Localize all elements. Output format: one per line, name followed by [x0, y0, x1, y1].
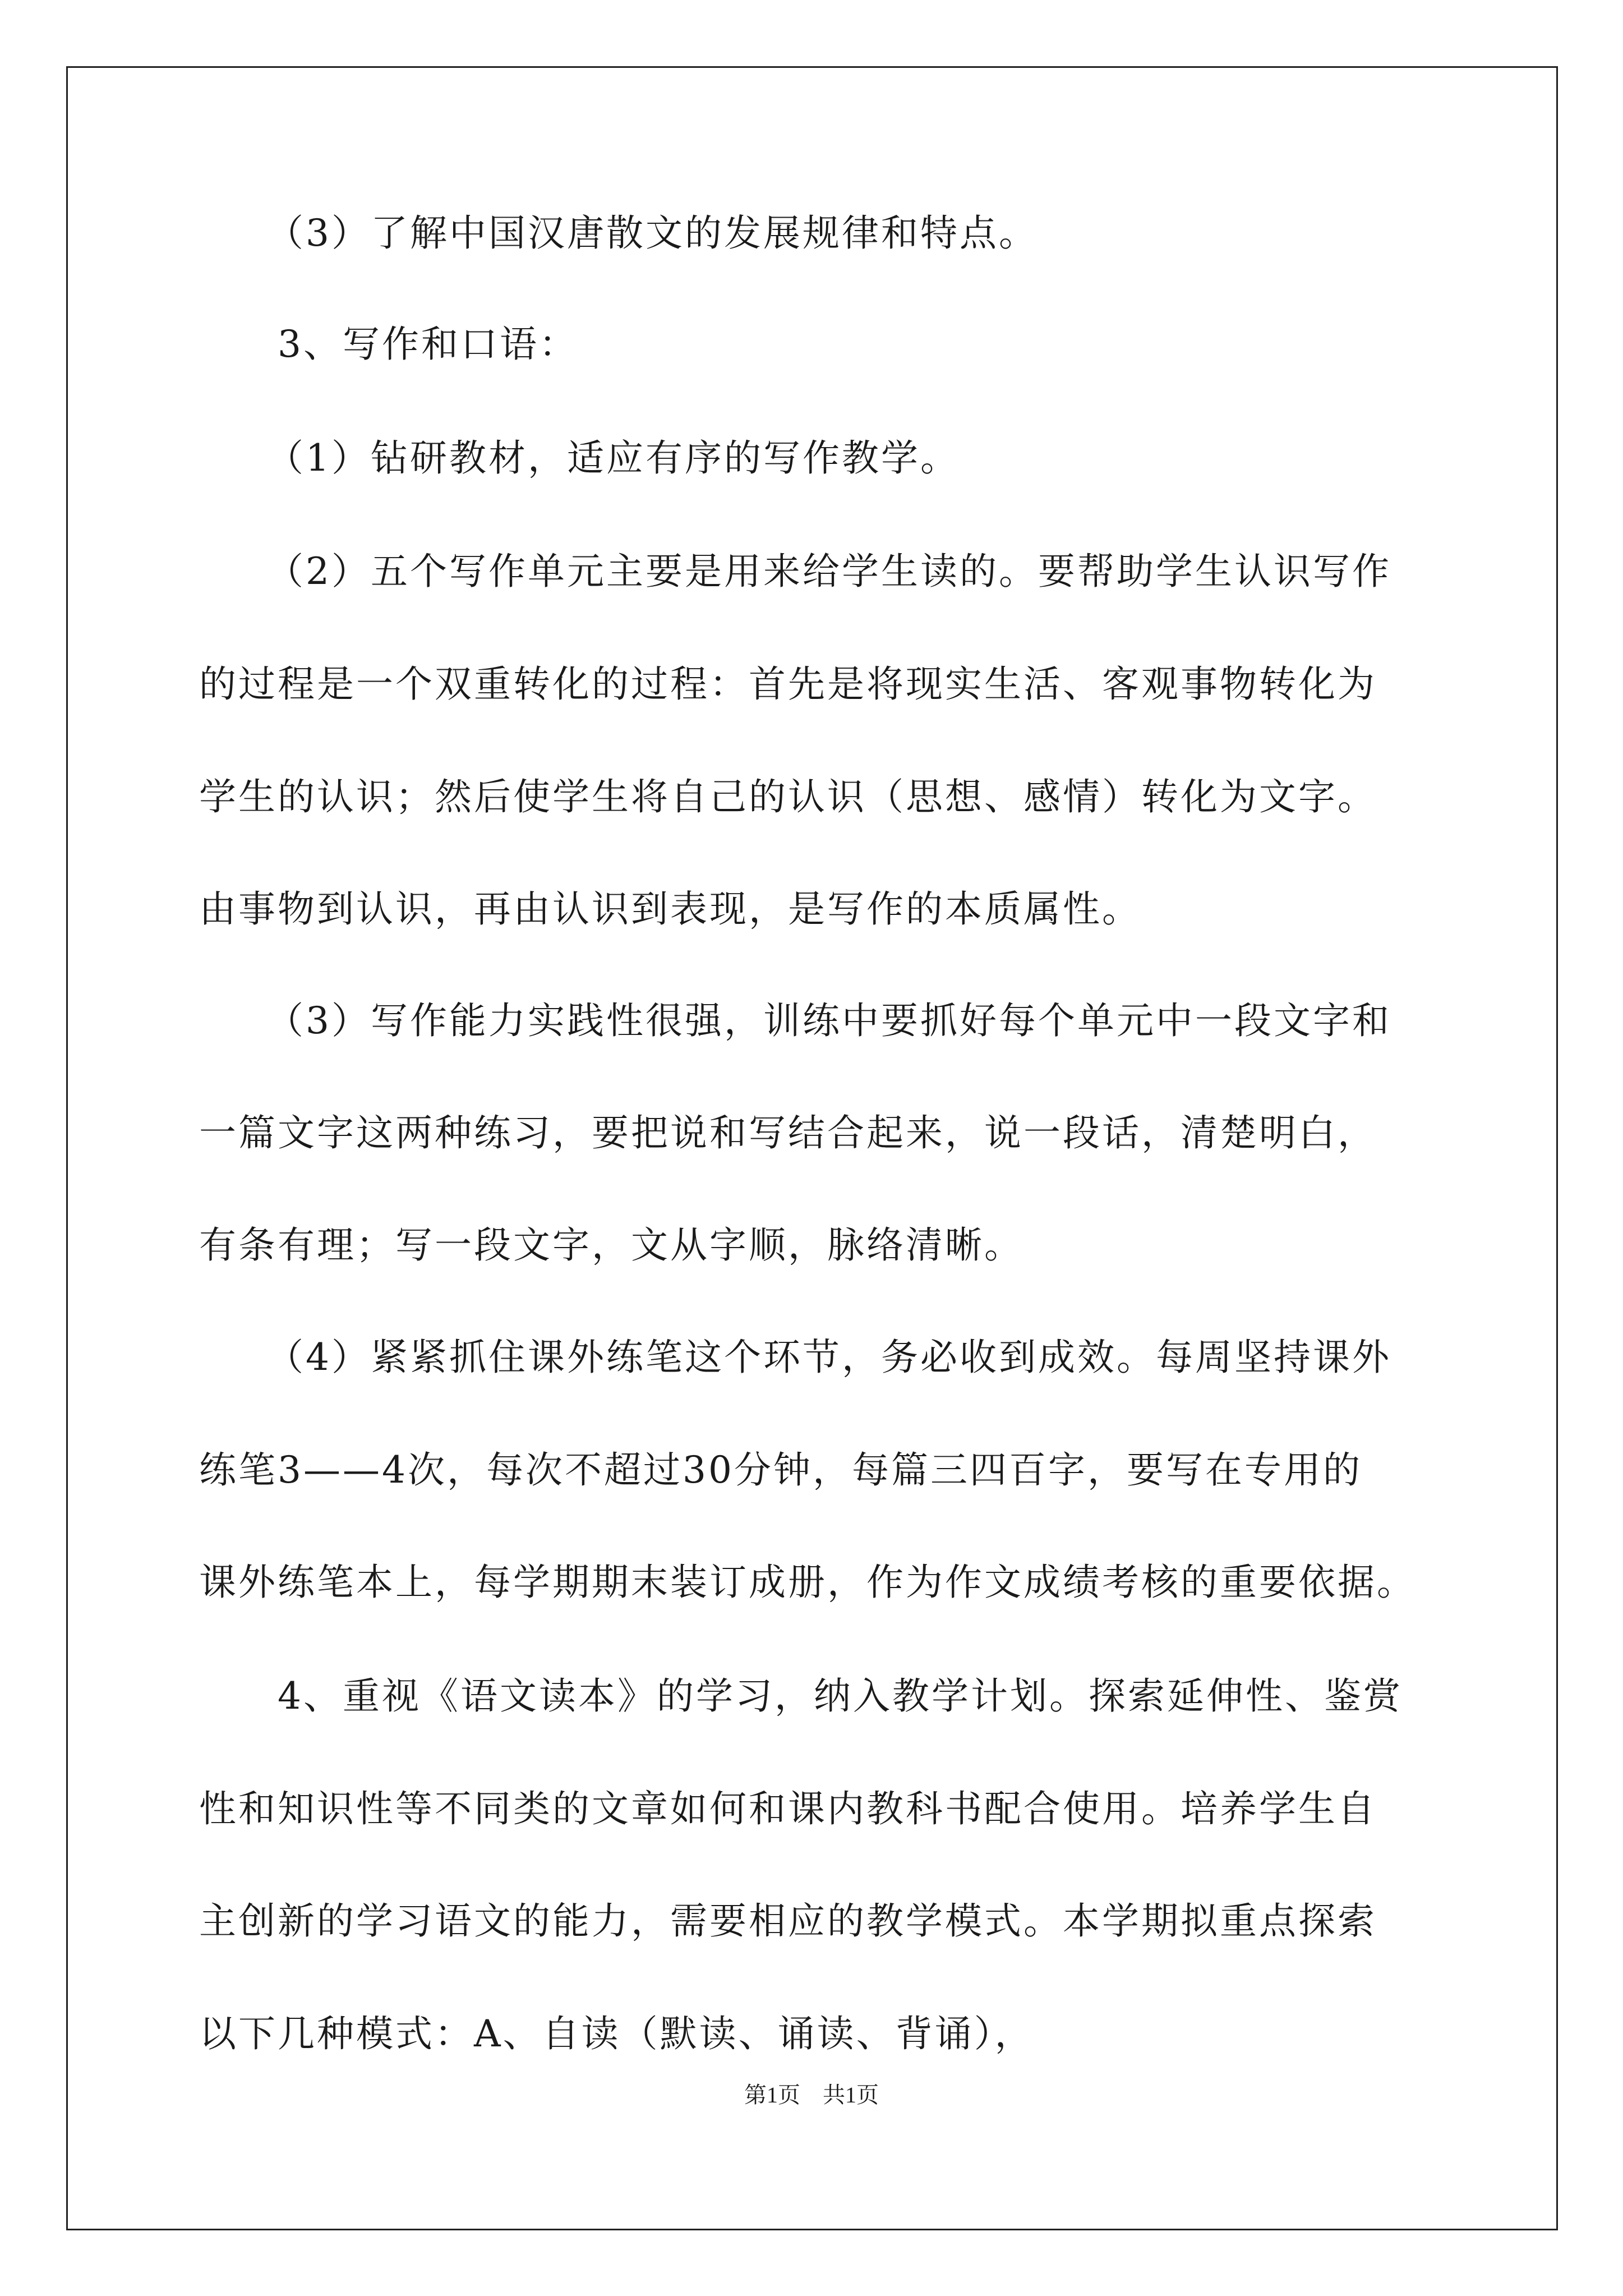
- paragraph-line: 性和知识性等不同类的文章如何和课内教科书配合使用。培养学生自: [199, 1787, 1377, 1830]
- paragraph-line: （3）写作能力实践性很强，训练中要抓好每个单元中一段文字和: [266, 999, 1391, 1042]
- paragraph-line: 练笔3——4次，每次不超过30分钟，每篇三四百字，要写在专用的: [199, 1448, 1362, 1492]
- paragraph-line: （3）了解中国汉唐散文的发展规律和特点。: [266, 211, 1038, 255]
- paragraph-line: 课外练笔本上，每学期期末装订成册，作为作文成绩考核的重要依据。: [199, 1561, 1416, 1604]
- paragraph-line: 主创新的学习语文的能力，需要相应的教学模式。本学期拟重点探索: [199, 1899, 1377, 1943]
- paragraph-line: 学生的认识；然后使学生将自己的认识（思想、感情）转化为文字。: [199, 775, 1377, 818]
- paragraph-line: （2）五个写作单元主要是用来给学生读的。要帮助学生认识写作: [266, 550, 1391, 593]
- section-heading: 4、重视《语文读本》的学习，纳入教学计划。探索延伸性、鉴赏: [278, 1674, 1403, 1718]
- paragraph-line: 由事物到认识，再由认识到表现，是写作的本质属性。: [199, 887, 1141, 931]
- paragraph-line: 以下几种模式：A、自读（默读、诵读、背诵），: [199, 2012, 1034, 2055]
- paragraph-line: 的过程是一个双重转化的过程：首先是将现实生活、客观事物转化为: [199, 662, 1377, 706]
- paragraph-line: 一篇文字这两种练习，要把说和写结合起来，说一段话，清楚明白，: [199, 1111, 1377, 1154]
- paragraph-line: （1）钻研教材，适应有序的写作教学。: [266, 436, 960, 480]
- paragraph-line: 有条有理；写一段文字，文从字顺，脉络清晰。: [199, 1223, 1023, 1267]
- paragraph-line: （4）紧紧抓住课外练笔这个环节，务必收到成效。每周坚持课外: [266, 1336, 1391, 1379]
- page-number-footer: 第1页 共1页: [744, 2082, 879, 2108]
- section-heading: 3、写作和口语：: [278, 323, 578, 366]
